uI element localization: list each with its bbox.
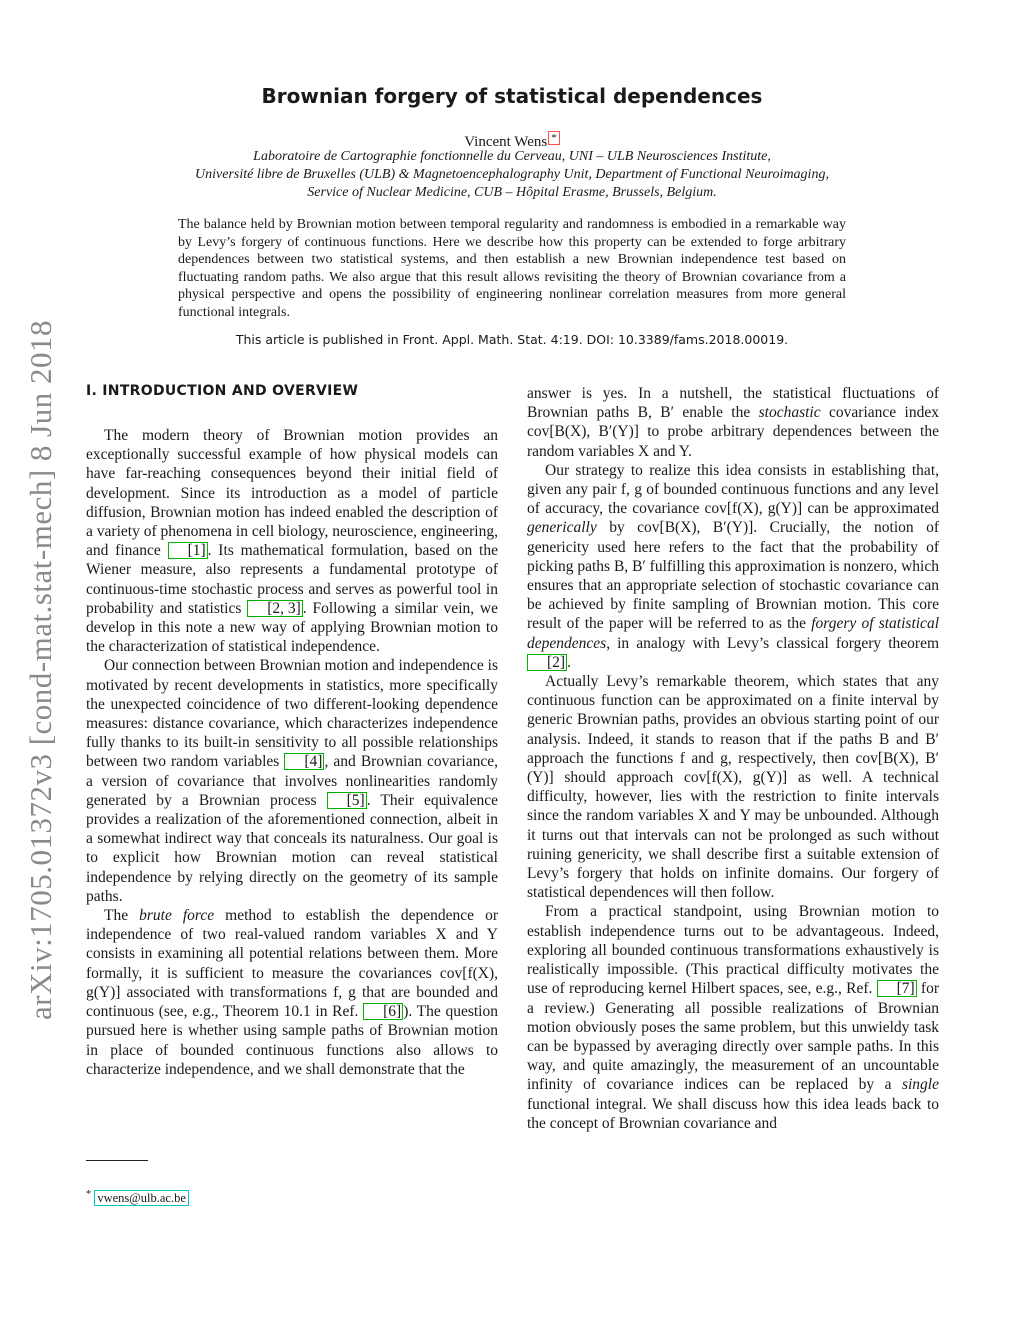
citation-link[interactable]: [2] [527, 654, 567, 671]
author-line [0, 131, 1024, 151]
right-column [527, 384, 939, 1133]
paper-title: Brownian forgery of statistical dependences [261, 84, 763, 108]
paragraph-2: Our connection between Brownian motion and independence is motivated by recent developments in statistics, more specifically the unexpected coincidence of two different-looking dependence measures: distance covariance, which characterizes independence fully thanks to its built-in sensitivity to all possible relationships between two random variables [4] , and Brownian covariance, a version of covariance that involves nonlinearities randomly generated by a Brownian process [5] . Their equivalence provides a realization of the aforementioned connection, albeit in a somewhat indirect way that conceals its naturalness. Our goal is to explicit how Brownian motion can reveal statistical independence by relying directly on the geometry of its sample paths. [86, 657, 499, 905]
affiliation-line-2: Université libre de Bruxelles (ULB) & Magnetoencephalography Unit, Department of Functional Neuroimaging, [195, 167, 829, 182]
author-name: Vincent Wens [464, 134, 548, 150]
author-email-link[interactable]: vwens@ulb.ac.be [94, 1190, 189, 1206]
footnote-divider [86, 1160, 148, 1161]
paragraph-4: answer is yes. In a nutshell, the statistical fluctuations of Brownian paths B, B′ enable the stochastic covariance index cov[B(X), B′(Y)] to probe arbitrary dependences between the random variables X and Y. [527, 385, 939, 460]
paragraph-5: Our strategy to realize this idea consists in establishing that, given any pair f, g of bounded continuous functions and any level of accuracy, the covariance cov[f(X), g(Y)] can be approximated generically by cov[B(X), B′(Y)]. Crucially, the notion of genericity used here refers to the fact that the probability of picking paths B, B′ fulfilling this approximation is nonzero, which ensures that an appropriate selection of stochastic covariance can be achieved by finite sampling of Brownian motion. This core result of the paper will be referred to as the forgery of statistical dependences, in analogy with Levy’s classical forgery theorem [2] . [527, 461, 939, 671]
footnote-mark: * [86, 1189, 92, 1200]
section-heading: I. INTRODUCTION AND OVERVIEW [86, 383, 359, 399]
citation-link[interactable]: [1] [168, 542, 208, 559]
left-column [86, 426, 498, 1079]
citation-link[interactable]: [4] [284, 753, 324, 770]
arxiv-identifier: arXiv:1705.01372v3 [cond-mat.stat-mech] 8 Jun 2018 [23, 320, 58, 1020]
paragraph-1: The modern theory of Brownian motion provides an exceptionally successful example of how physical models can have far-reaching consequences beyond their initial field of development. Since its introduction as a model of particle diffusion, Brownian motion has indeed enabled the description of a variety of phenomena in cell biology, neuroscience, engineering, and finance [1] . Its mathematical formulation, based on the Wiener measure, also represents a fundamental prototype of continuous-time stochastic process and serves as powerful tool in probability and statistics [2, 3] . Following a similar vein, we develop in this note a new way of applying Brownian motion to the characterization of statistical independence. [86, 427, 499, 656]
affiliation-line-3: Service of Nuclear Medicine, CUB – Hôpital Erasme, Brussels, Belgium. [307, 185, 717, 200]
paragraph-3: The brute force method to establish the dependence or independence of two real-valued random variables X and Y consists in examining all potential relations between them. More formally, it is sufficient to measure the covariances cov[f(X), g(Y)] associated with transformations f, g that are bounded and continuous (see, e.g., Theorem 10.1 in Ref. [6] ). The question pursued here is whether using sample paths of Brownian motion in place of bounded continuous functions also allows to characterize independence, and we shall demonstrate that the [86, 907, 498, 1078]
citation-link[interactable]: [2, 3] [247, 600, 303, 617]
publication-note: This article is published in Front. Appl. Math. Stat. 4:19. DOI: 10.3389/fams.2018.00019. [235, 332, 789, 347]
citation-link[interactable]: [5] [327, 792, 367, 809]
abstract: The balance held by Brownian motion between temporal regularity and randomness is embodied in a remarkable way by Levy’s forgery of continuous functions. Here we describe how this property can be extended to forge arbitrary dependences between two statistical systems, and then establish a new Brownian independence test based on fluctuating random paths. We also argue that this result allows revisiting the theory of Brownian covariance from a physical perspective and opens the possibility of engineering nonlinear correlation measures from more general functional integrals. [178, 217, 846, 320]
author-footnote-link[interactable]: * [548, 131, 560, 145]
footnote [86, 1189, 189, 1206]
citation-link[interactable]: [6] [363, 1003, 403, 1020]
paragraph-6: Actually Levy’s remarkable theorem, which states that any continuous function can be approximated on a finite interval by generic Brownian paths, provides an obvious starting point of our analysis. Indeed, it stands to reason that if the paths B and B′ approach the functions f and g, respectively, then cov[B(X), B′(Y)] should approach cov[f(X), g(Y)] as well. A technical difficulty, however, lies with the restriction to finite intervals since the random variables X and Y may be unbounded. Although it turns out that intervals can not be prolonged as such without ruining genericity, we shall describe first a suitable extension of Levy’s forgery that holds on infinite domains. Our forgery of statistical dependences will then follow. [527, 673, 939, 902]
paragraph-7: From a practical standpoint, using Brownian motion to establish independence turns out to be advantageous. Indeed, exploring all bounded continuous transformations exhaustively is realistically impossible. (This practical difficulty motivates the use of reproducing kernel Hilbert spaces, see, e.g., Ref. [7] for a review.) Generating all possible realizations of Brownian motion obviously poses the same problem, but this unwieldy task can be bypassed by averaging directly over sample paths. In this way, and quite amazingly, the measurement of an uncountable infinity of covariance indices can be replaced by a single functional integral. We shall discuss how this idea leads back to the concept of Brownian covariance and [527, 903, 939, 1132]
affiliation-line-1: Laboratoire de Cartographie fonctionnelle du Cerveau, UNI – ULB Neurosciences Institute, [253, 149, 771, 164]
citation-link[interactable]: [7] [877, 980, 917, 997]
